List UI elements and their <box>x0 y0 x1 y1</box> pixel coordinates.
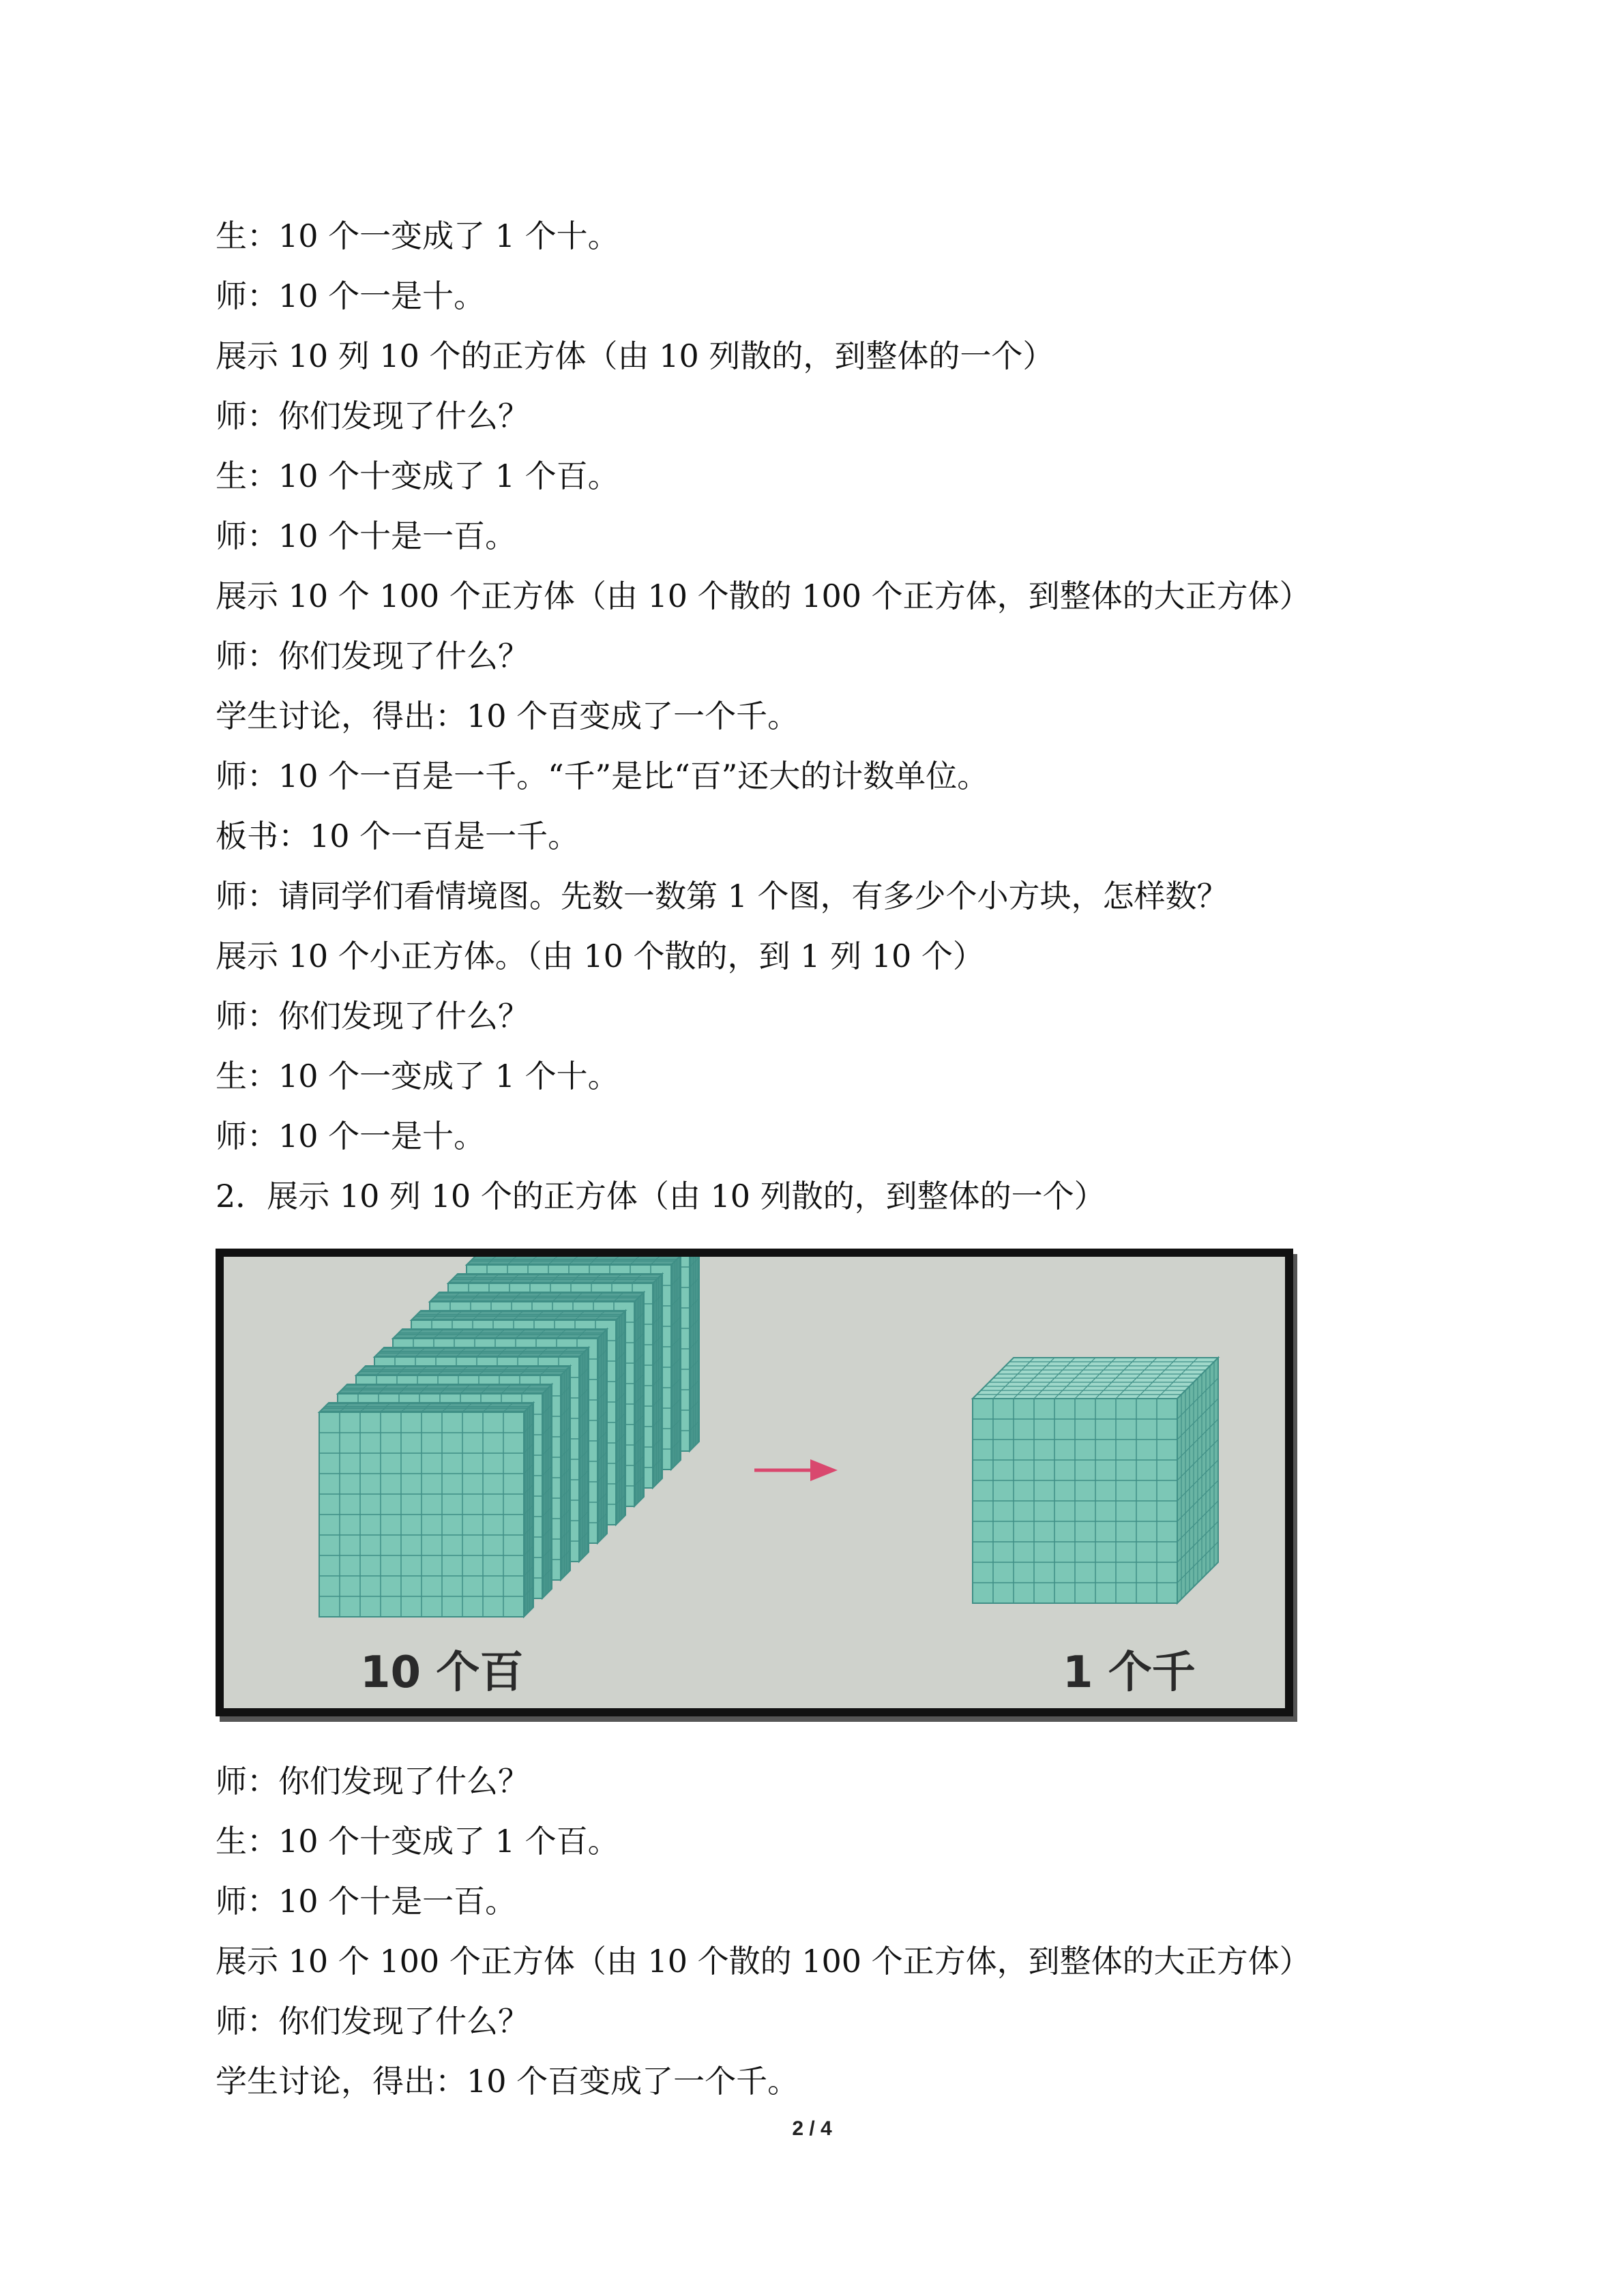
text-line: 师：你们发现了什么？ <box>216 638 529 674</box>
text-line: 板书：10 个一百是一千。 <box>216 818 580 854</box>
text-line: 生：10 个一变成了 1 个十。 <box>216 1058 619 1094</box>
text-line: 师：你们发现了什么？ <box>216 2003 529 2040</box>
text-line: 师：10 个一百是一千。“千”是比“百”还大的计数单位。 <box>216 758 989 794</box>
text-line: 师：你们发现了什么？ <box>216 998 529 1034</box>
text-line: 学生讨论，得出：10 个百变成了一个千。 <box>216 2063 799 2100</box>
text-line: 展示 10 个 100 个正方体（由 10 个散的 100 个正方体，到整体的大正方体） <box>216 1943 1311 1980</box>
text-line: 展示 10 个小正方体。（由 10 个散的，到 1 列 10 个） <box>216 938 984 974</box>
page-number: 2 / 4 <box>792 2117 832 2140</box>
text-line: 师：10 个一是十。 <box>216 278 486 314</box>
text-line: 2．展示 10 列 10 个的正方体（由 10 列散的，到整体的一个） <box>216 1178 1106 1214</box>
text-line: 师：10 个十是一百。 <box>216 518 517 554</box>
arrow-head <box>810 1459 838 1481</box>
text-line: 展示 10 列 10 个的正方体（由 10 列散的，到整体的一个） <box>216 338 1054 374</box>
text-line: 师：你们发现了什么？ <box>216 398 529 434</box>
text-line: 生：10 个十变成了 1 个百。 <box>216 1823 619 1860</box>
text-line: 师：10 个一是十。 <box>216 1118 486 1154</box>
hundred-slab-top-grid <box>467 1257 679 1265</box>
right-caption: 1 个千 <box>1063 1648 1196 1698</box>
left-caption: 10 个百 <box>360 1648 524 1698</box>
text-line: 师：10 个十是一百。 <box>216 1883 517 1920</box>
text-line: 生：10 个一变成了 1 个十。 <box>216 218 619 254</box>
text-line: 学生讨论，得出：10 个百变成了一个千。 <box>216 698 799 734</box>
text-line: 师：你们发现了什么？ <box>216 1763 529 1800</box>
text-line: 生：10 个十变成了 1 个百。 <box>216 458 619 494</box>
text-line: 展示 10 个 100 个正方体（由 10 个散的 100 个正方体，到整体的大正方体） <box>216 578 1311 614</box>
text-line: 师：请同学们看情境图。先数一数第 1 个图，有多少个小方块，怎样数？ <box>216 878 1228 914</box>
blocks-figure <box>216 1249 1293 1716</box>
